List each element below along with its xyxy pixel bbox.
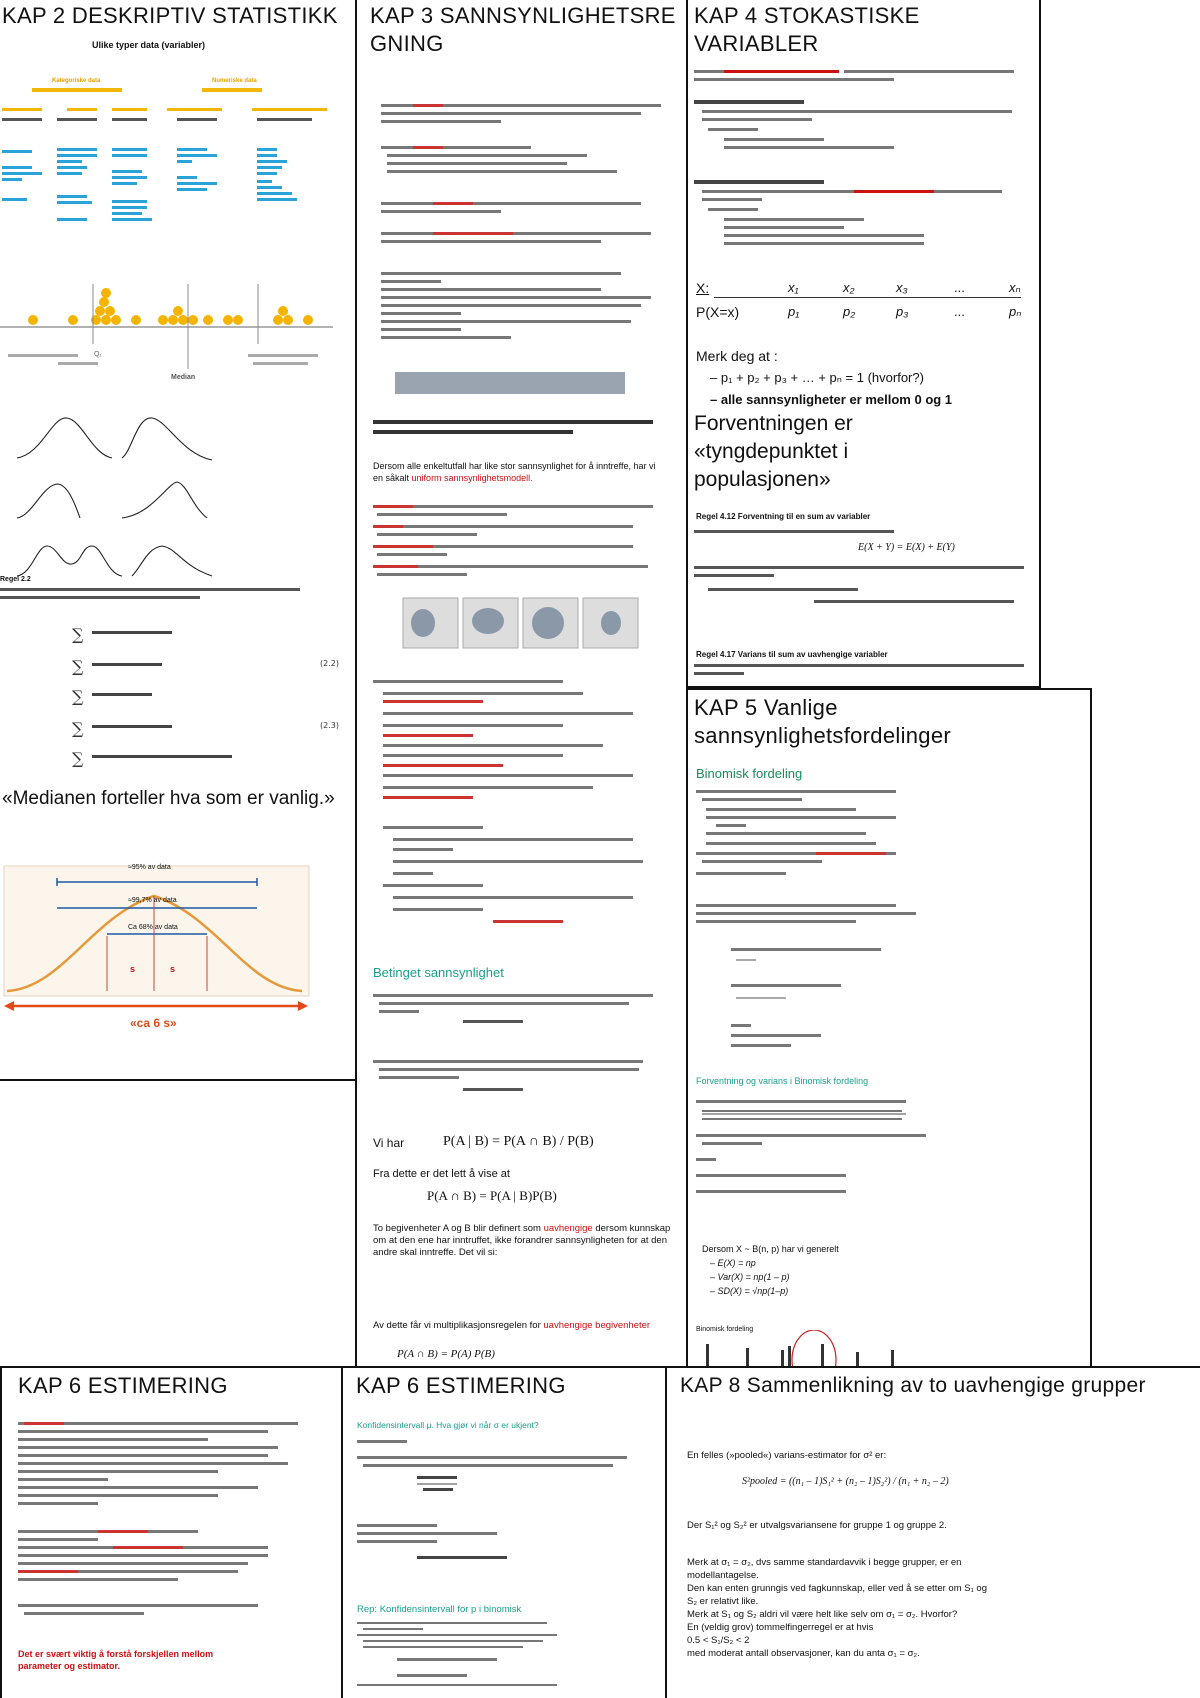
fra-dette-text: Fra dette er det lett å vise at <box>373 1168 510 1180</box>
table-x-label: X: <box>696 280 710 296</box>
table-x-3: x₃ <box>896 280 908 295</box>
indep-rest: dersom kunnskap om at den ene har inntruffet, ikke forandrer sannsynligheten for at den andre skal inntreffe. Det vil si: <box>373 1223 671 1258</box>
rule-2-2-title: Regel 2.2 <box>0 576 31 583</box>
conditional-heading: Betinget sannsynlighet <box>373 965 504 980</box>
mult-rule-text <box>373 1320 673 1332</box>
uniform-term: uniform sannsynlighetsmodell. <box>411 473 533 483</box>
data-types-diagram <box>2 40 342 250</box>
regel-412: Regel 4.12 Forventning til en sum av variabler <box>696 512 871 521</box>
distribution-shapes <box>12 406 232 586</box>
label-6s: «ca 6 s» <box>130 1016 177 1030</box>
kap4-lines-412 <box>694 526 1034 606</box>
panel-title: KAP 2 DESKRIPTIV STATISTIKK <box>2 3 338 28</box>
table-rule <box>714 297 1021 298</box>
table-p-4: ... <box>954 304 965 319</box>
normal-curve-chart <box>2 856 322 1036</box>
panel-kap5 <box>686 688 1092 1370</box>
dot-plot <box>0 284 338 394</box>
merk-deg-at: Merk deg at : <box>696 348 778 364</box>
panel-kap6a <box>0 1366 343 1698</box>
pooled-intro: En felles (»pooled«) varians-estimator for σ² er: <box>687 1450 887 1461</box>
merk-5: 0.5 < S₁/S₂ < 2 <box>687 1635 750 1646</box>
median-quote: «Medianen forteller hva som er vanlig.» <box>2 788 335 809</box>
indep-term: uavhengige <box>543 1223 593 1234</box>
forventning-text: Forventningen er «tyngdepunktet i populasjonen» <box>694 412 853 491</box>
svg-text:(2.3): (2.3) <box>320 721 339 730</box>
panel-title: KAP 3 SANNSYNLIGHETSREGNING <box>370 3 676 56</box>
svg-text:∑: ∑ <box>72 657 84 676</box>
svg-text:∑: ∑ <box>72 749 84 768</box>
panel-kap4 <box>686 0 1041 688</box>
table-p-1: p₁ <box>788 304 800 319</box>
between-rule: – alle sannsynligheter er mellom 0 og 1 <box>710 392 953 407</box>
rule-2-2 <box>0 576 340 768</box>
binomial-chart-strip <box>696 1330 936 1370</box>
kap5-expectation-block <box>696 1098 1086 1208</box>
italic-note-lines <box>373 418 663 438</box>
table-x-2: x₂ <box>843 280 855 295</box>
table-p-5: pₙ <box>1009 304 1022 319</box>
kap6b-rep-body <box>357 1620 657 1690</box>
panel-kap6b <box>341 1366 667 1698</box>
panel-kap8 <box>665 1366 1200 1698</box>
kap6b-ki-body <box>357 1436 657 1576</box>
expected-value: – E(X) = np <box>710 1258 756 1268</box>
merk-4: En (veldig grov) tommelfingerregel er at hvis <box>687 1622 874 1633</box>
table-p-label: P(X=x) <box>696 304 740 320</box>
categorical-heading: Kategoriske data <box>52 78 101 84</box>
boxplot-median-label: Median <box>171 374 196 381</box>
label-997: ≈99,7% av data <box>128 897 177 904</box>
generelt-text: Dersom X ~ B(n, p) har vi generelt <box>702 1244 839 1254</box>
data-types-tree <box>2 40 342 250</box>
label-s-left: s <box>130 964 136 974</box>
mult-rule-intro: Av dette får vi multiplikasjonsregelen for <box>373 1320 541 1331</box>
kap3-italic-note <box>373 418 673 441</box>
std-dev: – SD(X) = √np(1–p) <box>710 1286 789 1296</box>
pmf-table <box>696 280 1031 326</box>
binomial-heading: Binomisk fordeling <box>696 766 803 781</box>
table-x-5: xₙ <box>1009 280 1021 295</box>
conditional-text <box>373 990 673 1130</box>
table-p-2: p₂ <box>843 304 856 319</box>
numeric-heading: Numeriske data <box>212 78 257 84</box>
panel-title: KAP 6 ESTIMERING <box>18 1373 228 1398</box>
kap3-numbered-rules <box>373 676 673 936</box>
kap3-text-lines-top <box>373 102 673 432</box>
label-95: ≈95% av data <box>128 864 171 871</box>
indep-intro: To begivenheter A og B blir definert som <box>373 1223 541 1234</box>
data-types-heading: Ulike typer data (variabler) <box>92 40 206 50</box>
independence-text <box>373 1223 673 1259</box>
merk-2: Den kan enten grunngis ved fagkunnskap, eller ved å se etter om S₁ og S₂ er relativt like. <box>687 1583 988 1607</box>
s1s2-text: Der S₁² og S₂² er utvalgsvariansene for gruppe 1 og gruppe 2. <box>687 1520 947 1531</box>
panel-title: KAP 4 STOKASTISKE VARIABLER <box>694 3 920 56</box>
merk-3: Merk at S₁ og S₂ aldri vil være helt like selv om σ₁ = σ₂. Hvorfor? <box>687 1609 958 1620</box>
binomial-chart-label: Binomisk fordeling <box>696 1326 754 1333</box>
sum-rule: – p₁ + p₂ + p₃ + … + pₙ = 1 (hvorfor?) <box>710 370 924 385</box>
panel-title: KAP 5 Vanlige sannsynlighetsfordelinger <box>694 695 951 748</box>
uniform-text <box>373 460 663 484</box>
label-s-right: s <box>170 964 176 974</box>
boxplot-q1-label: Q₁ <box>94 351 102 358</box>
variance: – Var(X) = np(1 – p) <box>710 1272 790 1282</box>
svg-text:∑: ∑ <box>72 719 84 738</box>
summation-formulas <box>0 588 340 778</box>
table-x-4: ... <box>954 280 965 295</box>
ki-heading: Konfidensintervall μ. Hva gjør vi når σ er ukjent? <box>357 1420 539 1430</box>
kap4-definitions <box>694 68 1034 258</box>
uniform-intro: Dersom alle enkeltutfall har like stor sannsynlighet for å inntreffe, har vi en såkalt <box>373 461 656 483</box>
svg-text:∑: ∑ <box>72 687 84 706</box>
merk-1: Merk at σ₁ = σ₂, dvs samme standardavvik i begge grupper, er en modellantagelse. <box>687 1557 962 1581</box>
eq-412: E(X + Y) = E(X) + E(Y) <box>858 542 955 553</box>
label-68: Ca 68% av data <box>128 924 178 931</box>
panel-title: KAP 6 ESTIMERING <box>356 1373 566 1398</box>
table-p-3: p₃ <box>896 304 909 319</box>
mult-rule-term: uavhengige begivenheter <box>543 1320 651 1331</box>
forv-var-heading: Forventning og varians i Binomisk fordeling <box>696 1076 869 1086</box>
table-x-1: x₁ <box>788 280 799 295</box>
mult-rule-formula: P(A ∩ B) = P(A) P(B) <box>397 1348 495 1360</box>
vi-har-label: Vi har <box>373 1136 405 1150</box>
rep-heading: Rep: Konfidensintervall for p i binomisk <box>357 1604 522 1615</box>
parameter-estimator-warning: Det er svært viktig å forstå forskjellen mellom parameter og estimator. <box>18 1649 214 1671</box>
merk-block <box>687 1556 987 1660</box>
svg-text:(2.2): (2.2) <box>320 659 339 668</box>
panel-title: KAP 8 Sammenlikning av to uavhengige grupper <box>680 1374 1146 1397</box>
conditional-formula: P(A | B) = P(A ∩ B) / P(B) <box>443 1134 594 1149</box>
regel-417: Regel 4.17 Varians til sum av uavhengige variabler <box>696 650 888 659</box>
multiplication-formula: P(A ∩ B) = P(A | B)P(B) <box>427 1188 557 1203</box>
pooled-formula: S²pooled = ((n₁ – 1)S₁² + (n₂ – 1)S₂²) / (n₁ + n₂ – 2) <box>742 1476 949 1487</box>
svg-text:∑: ∑ <box>72 625 84 644</box>
merk-6: med moderat antall observasjoner, kan du anta σ₁ = σ₂. <box>687 1648 920 1659</box>
panel-kap3 <box>355 0 688 1368</box>
kap6a-text <box>18 1420 338 1640</box>
panel-kap2 <box>0 0 357 1081</box>
kap4-lines-417 <box>694 662 1034 682</box>
